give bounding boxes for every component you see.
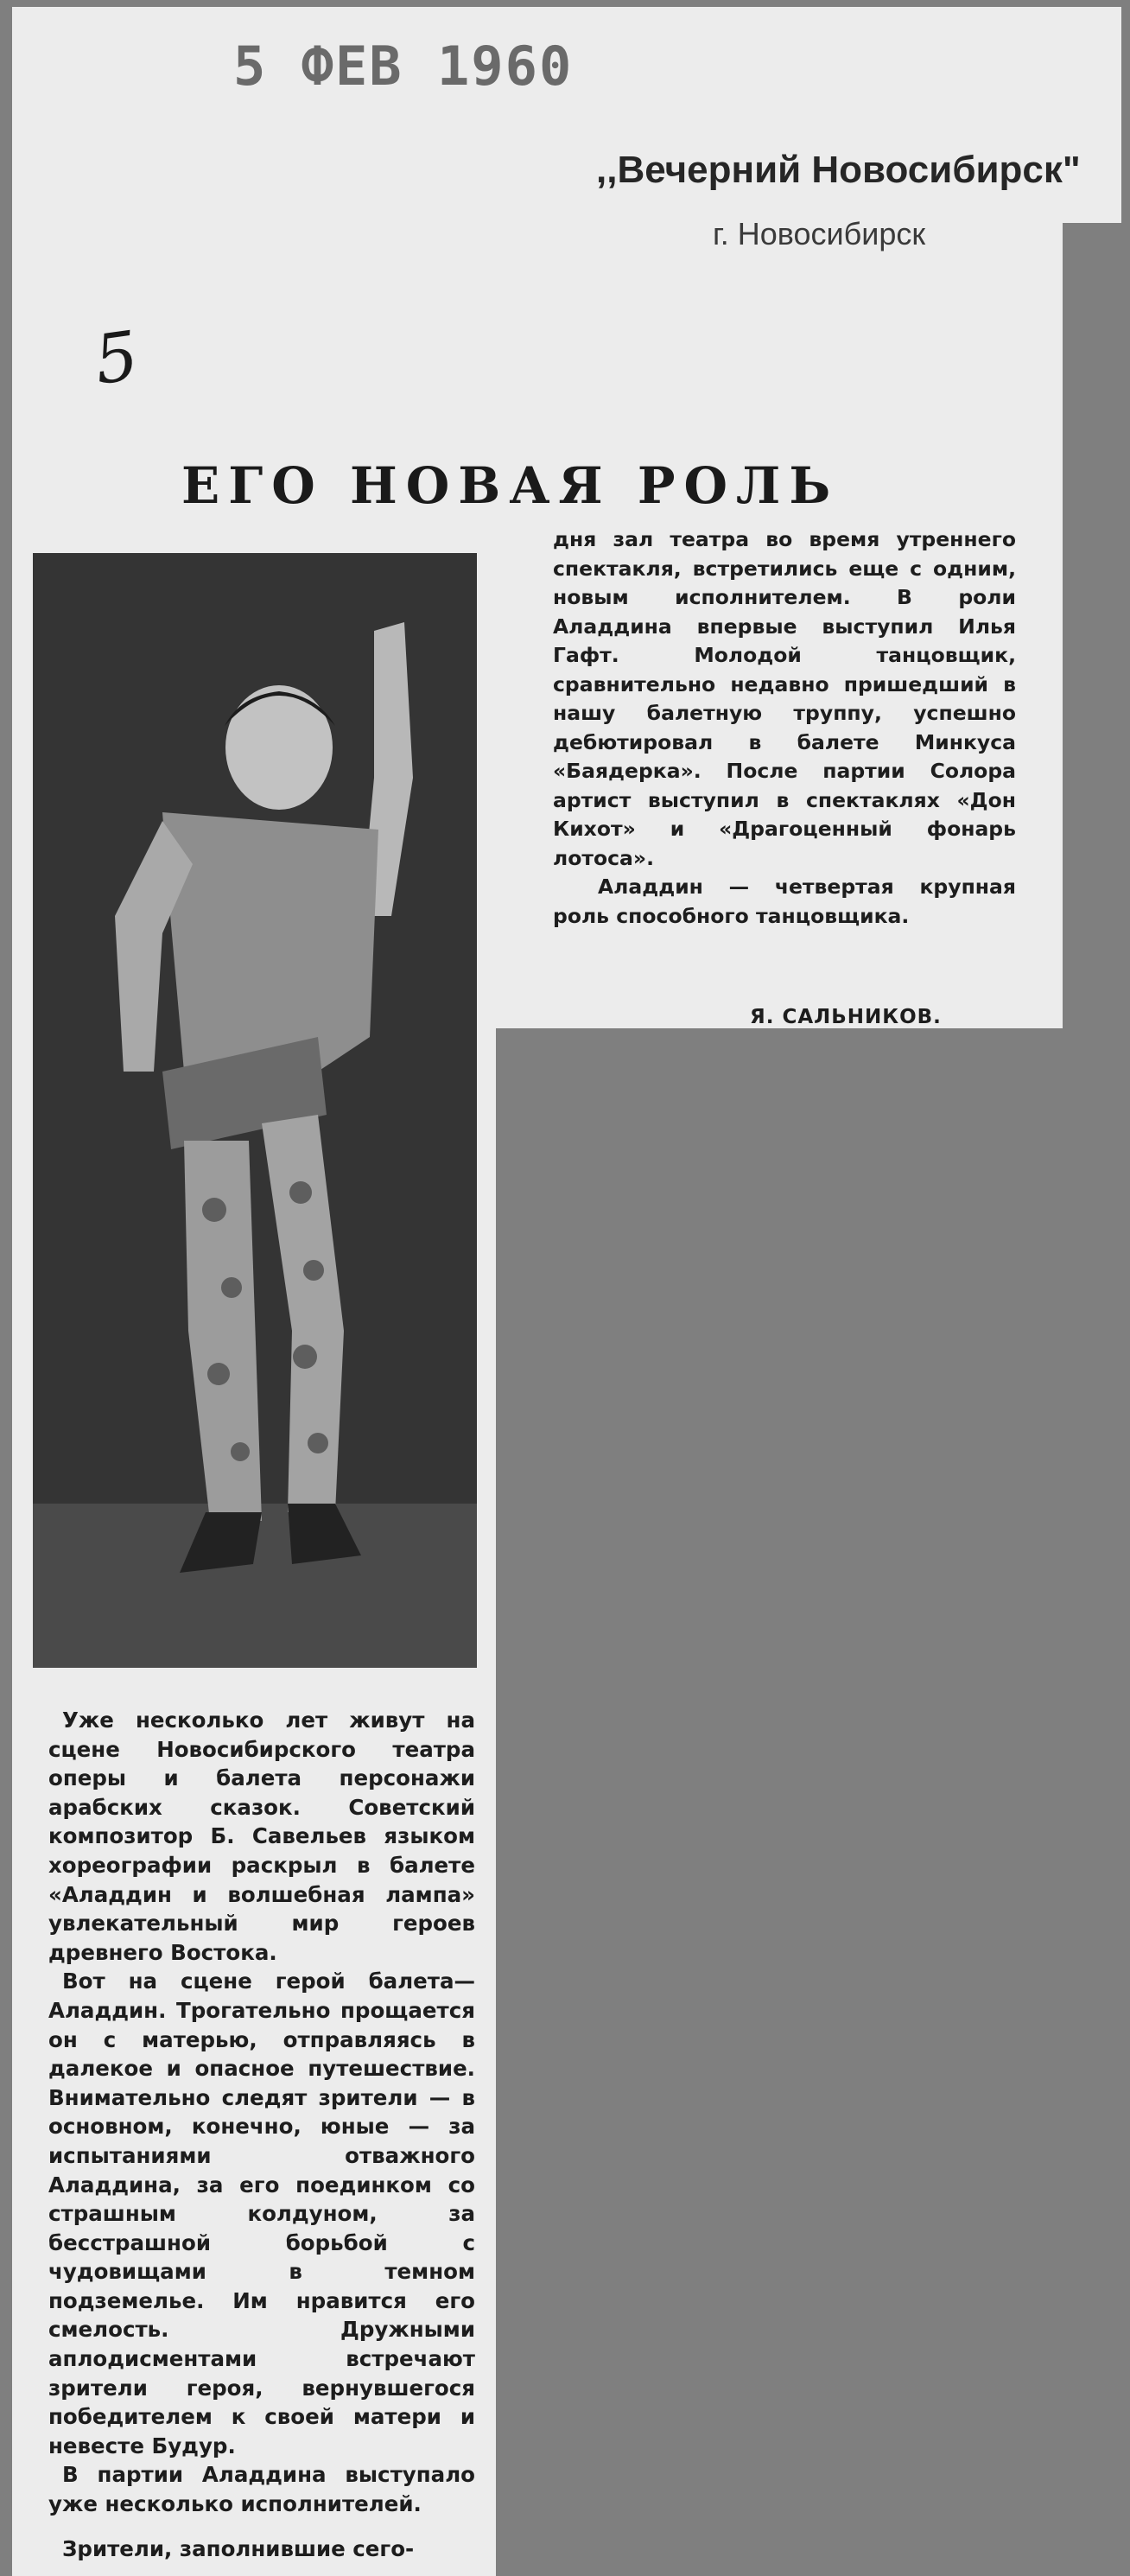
author-signature: Я. САЛЬНИКОВ. bbox=[750, 1006, 942, 1028]
handwritten-number: 5 bbox=[89, 316, 143, 401]
dancer-photo bbox=[33, 553, 477, 1668]
dancer-figure-image bbox=[33, 553, 477, 1668]
article-left-column bbox=[48, 1706, 475, 2563]
left-column-paragraph: Уже несколько лет живут на сцене Новосибирского театра оперы и балета персонажи арабских сказок. Советский композитор Б. Савельев языком хореографии раскрыл в балете «Аладдин и волшебная лампа» увлекательный мир героев древнего Востока. bbox=[48, 1708, 475, 1965]
left-column-paragraph: Зрители, заполнившие сего- bbox=[62, 2535, 415, 2561]
left-column-paragraph: В партии Аладдина выступало уже несколько исполнителей. bbox=[48, 2462, 475, 2517]
article-right-column bbox=[553, 525, 1016, 931]
newspaper-name: ,,Вечерний Новосибирск" bbox=[596, 149, 1081, 191]
left-column-paragraph: Вот на сцене герой балета— Аладдин. Трогательно прощается он с матерью, отправляясь в далекое и опасное путешествие. Внимательно следят зрители — в основном, конечно, юные — за испытаниями отважного Аладдина, за его поединком со страшным колдуном, за бесстрашной борьбой с чудовищами в темном подземелье. Им нравится его смелость. Дружными аплодисментами встречают зрители героя, вернувшегося победителем к своей матери и невесте Будур. bbox=[48, 1969, 475, 2458]
date-stamp: 5 ФЕВ 1960 bbox=[233, 35, 574, 98]
right-column-paragraph: дня зал театра во время утреннего спектакля, встретились еще с одним, новым исполнителем. В роли Аладдина впервые выступил Илья Гафт. Молодой танцовщик, сравнительно недавно пришедший в нашу балетную труппу, успешно дебютировал в балете Минкуса «Баядерка». После партии Солора артист выступил в спектаклях «Дон Кихот» и «Драгоценный фонарь лотоса». bbox=[553, 527, 1016, 870]
newspaper-city: г. Новосибирск bbox=[713, 216, 926, 251]
article-headline: ЕГО НОВАЯ РОЛЬ bbox=[181, 456, 840, 515]
right-column-paragraph: Аладдин — четвертая крупная роль способного танцовщика. bbox=[553, 875, 1016, 928]
